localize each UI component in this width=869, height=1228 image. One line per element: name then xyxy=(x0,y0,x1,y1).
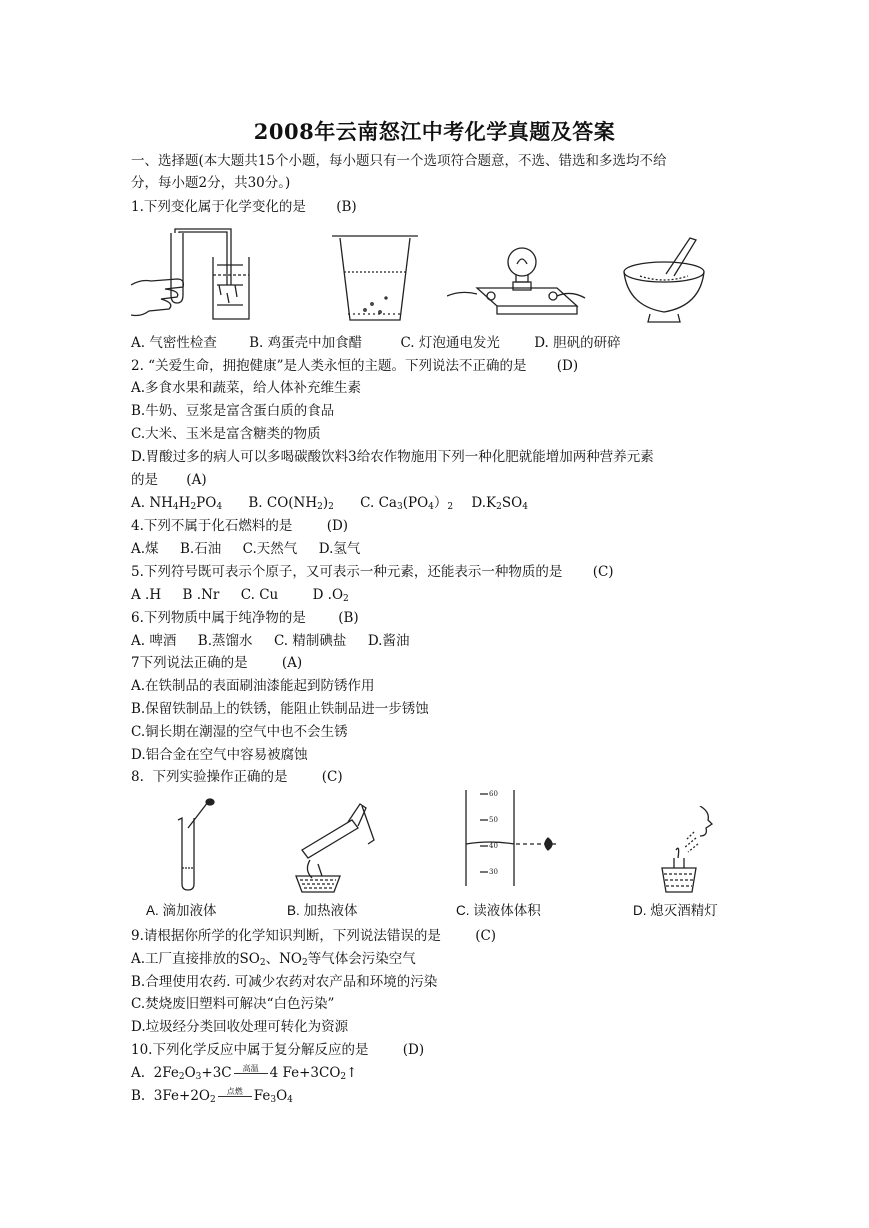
tick-label-30: 30 xyxy=(489,868,498,876)
question-10-answer: (D) xyxy=(402,1042,425,1058)
q5-options: A .H B .Nr C. Cu D $.O_2$ xyxy=(131,587,349,604)
q3-option-d: $D.K_2SO_4$ xyxy=(471,495,528,512)
reaction-condition-ignite: 点燃 xyxy=(218,1087,252,1097)
question-6-stem: 6.下列物质中属于纯净物的是 xyxy=(131,610,306,626)
q2-option-a: A.多食水果和蔬菜，给人体补充维生素 xyxy=(131,380,362,396)
question-9-answer: (C) xyxy=(475,928,497,944)
section-intro-line-2: 分，每小题2分，共30分。) xyxy=(131,175,291,191)
q3-option-b: B. $CO(NH_2)_2$ xyxy=(248,495,334,512)
q2-option-b: B.牛奶、豆浆是富含蛋白质的食品 xyxy=(131,403,335,419)
q7-option-a: A.在铁制品的表面刷油漆能起到防锈作用 xyxy=(131,678,375,694)
q8-caption-a: A. 滴加液体 xyxy=(146,903,217,918)
q1-figure-mortar-pestle xyxy=(620,232,710,324)
question-1-options xyxy=(131,333,621,353)
q9-option-c: C.焚烧废旧塑料可解决“白色污染” xyxy=(131,996,335,1012)
question-7 xyxy=(131,653,302,673)
q7-option-b: B.保留铁制品上的铁锈，能阻止铁制品进一步锈蚀 xyxy=(131,701,429,717)
q4-options: A.煤 B.石油 C.天然气 D.氢气 xyxy=(131,541,361,557)
tick-label-40: 40 xyxy=(489,842,498,850)
question-9 xyxy=(131,926,496,946)
q1-figure-airtightness xyxy=(131,225,251,325)
q8-caption-b: B. 加热液体 xyxy=(287,903,358,918)
question-3-options xyxy=(131,493,528,517)
q1-figure-eggshell-vinegar xyxy=(330,232,420,324)
q2-option-c: C.大米、玉米是富含糖类的物质 xyxy=(131,426,321,442)
question-8-stem: 8. 下列实验操作正确的是 xyxy=(131,769,288,785)
q8-caption-c: C. 读液体体积 xyxy=(456,903,541,918)
q7-option-d: D.铝合金在空气中容易被腐蚀 xyxy=(131,747,308,763)
q9-option-a: A.工厂直接排放的$SO_2$、$NO_2$等气体会污染空气 xyxy=(131,951,416,968)
tick-label-50: 50 xyxy=(489,816,498,824)
q3-option-a: A. $NH_4H_2PO_4$ xyxy=(131,495,223,512)
page-title: 2008年云南怒江中考化学真题及答案 xyxy=(253,119,616,144)
question-5-answer: (C) xyxy=(592,564,614,580)
question-7-stem: 7下列说法正确的是 xyxy=(131,655,248,671)
q8-figure-extinguishing-lamp xyxy=(656,806,726,896)
reaction-condition-high-temp: 高温 xyxy=(234,1064,268,1074)
question-5-stem: 5.下列符号既可表示个原子，又可表示一种元素，还能表示一种物质的是 xyxy=(131,564,563,580)
q8-caption-d: D. 熄灭酒精灯 xyxy=(633,903,718,918)
question-1 xyxy=(131,197,357,217)
question-4-stem: 4.下列不属于化石燃料的是 xyxy=(131,518,293,534)
question-2 xyxy=(131,356,578,376)
q8-figure-heating-liquid xyxy=(288,800,388,896)
question-9-stem: 9.请根据你所学的化学知识判断，下列说法错误的是 xyxy=(131,928,441,944)
question-5 xyxy=(131,562,614,582)
question-7-answer: (A) xyxy=(281,655,303,671)
q6-options: A. 啤酒 B.蒸馏水 C. 精制碘盐 D.酱油 xyxy=(131,633,410,649)
q9-option-b: B.合理使用农药. 可减少农药对农产品和环境的污染 xyxy=(131,974,438,990)
q8-figure-dropping-liquid xyxy=(168,798,228,894)
q8-figure-reading-volume xyxy=(460,790,580,886)
q10-option-a: A. $2Fe_2O_3+3C$ 高温 4 $Fe+3CO_2↑$ xyxy=(131,1064,358,1082)
q3-option-c: C. $Ca_3(PO_4)_2$ xyxy=(360,495,454,512)
gas-arrow-icon: ↑ xyxy=(346,1065,358,1081)
question-2-answer: (D) xyxy=(556,358,579,374)
question-8 xyxy=(131,767,343,787)
question-4 xyxy=(131,516,348,536)
question-6-answer: (B) xyxy=(338,610,359,626)
q1-option-b: B. 鸡蛋壳中加食醋 xyxy=(249,335,363,351)
question-4-answer: (D) xyxy=(326,518,349,534)
section-intro-line-1: 一、选择题(本大题共15个小题，每小题只有一个选项符合题意，不选、错选和多选均不给 xyxy=(131,153,667,169)
question-10 xyxy=(131,1040,424,1060)
question-1-stem: 1.下列变化属于化学变化的是 xyxy=(131,199,306,215)
question-10-stem: 10.下列化学反应中属于复分解反应的是 xyxy=(131,1042,369,1058)
q1-option-c: C. 灯泡通电发光 xyxy=(400,335,500,351)
question-3-stem: 的是 xyxy=(131,472,158,488)
q9-option-d: D.垃圾经分类回收处理可转化为资源 xyxy=(131,1019,349,1035)
q7-option-c: C.铜长期在潮湿的空气中也不会生锈 xyxy=(131,724,348,740)
q1-option-a: A. 气密性检查 xyxy=(131,335,217,351)
q1-figure-lightbulb xyxy=(447,240,587,320)
tick-label-60: 60 xyxy=(489,790,498,798)
q1-option-d: D. 胆矾的研碎 xyxy=(534,335,621,351)
question-3 xyxy=(131,470,207,490)
question-8-answer: (C) xyxy=(321,769,343,785)
question-2-stem: 2. “关爱生命，拥抱健康”是人类永恒的主题。下列说法不正确的是 xyxy=(131,358,527,374)
question-3-answer: (A) xyxy=(186,472,207,488)
q10-option-b: B. $3Fe+2O_2$点燃 $Fe_3O_4$ xyxy=(131,1087,293,1105)
q2-option-d: D.胃酸过多的病人可以多喝碳酸饮料3给农作物施用下列一种化肥就能增加两种营养元素 xyxy=(131,449,654,465)
question-6 xyxy=(131,608,359,628)
question-1-answer: (B) xyxy=(336,199,357,215)
